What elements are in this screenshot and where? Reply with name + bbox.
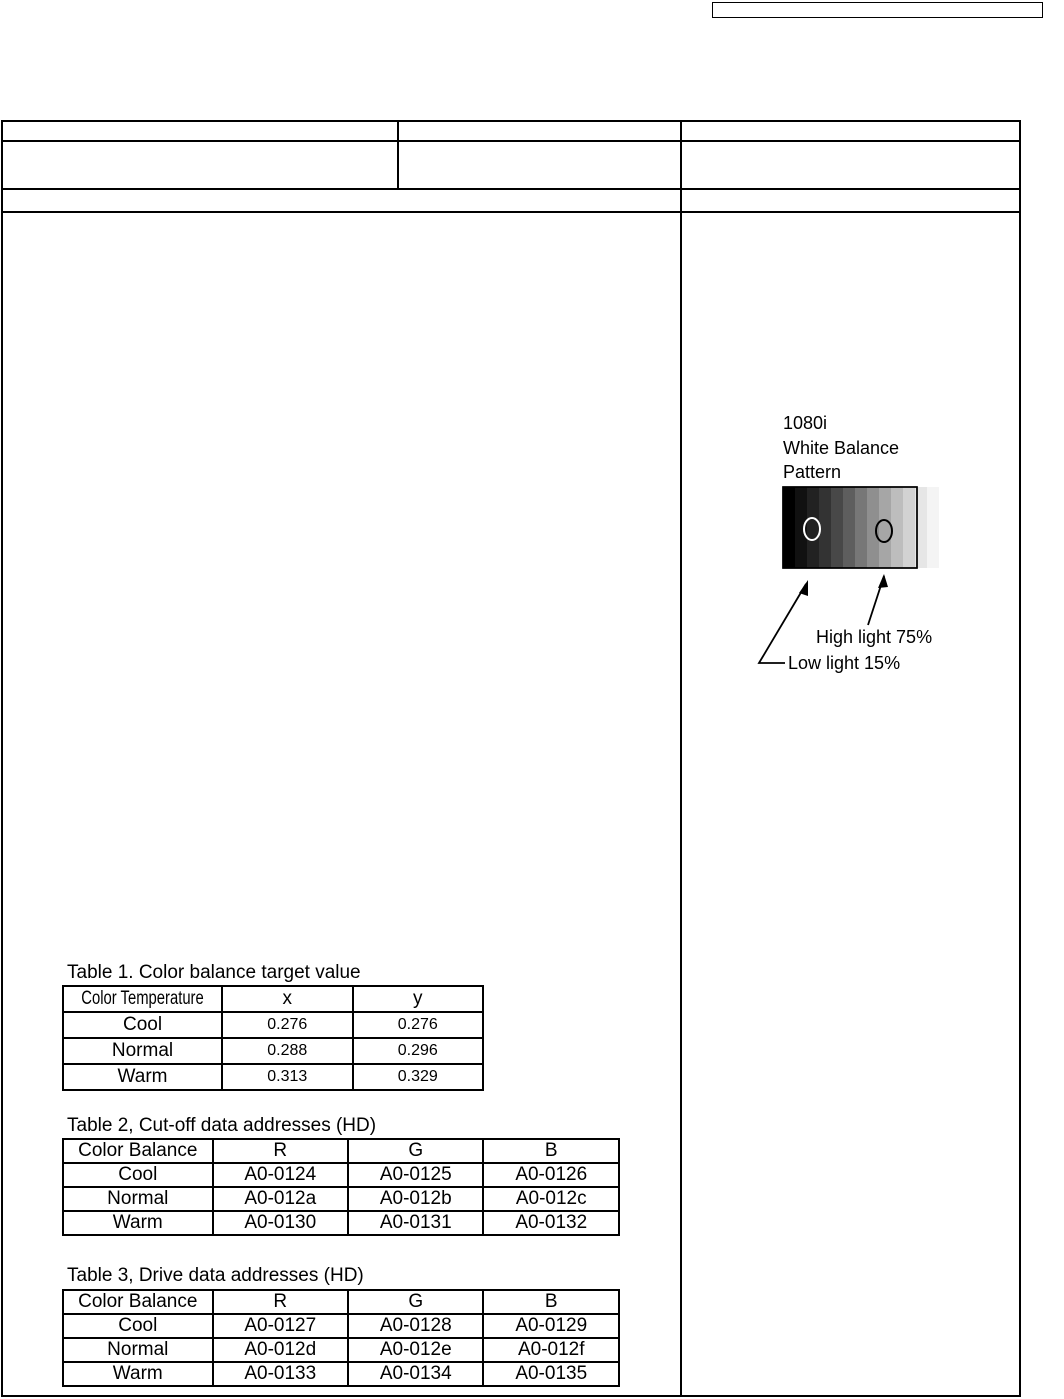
table-cell: A0-012f: [483, 1338, 619, 1362]
table-cell: 0.288: [222, 1038, 352, 1064]
table-cell: A0-0130: [213, 1211, 348, 1235]
high-light-arrowhead: [878, 574, 888, 588]
frame-row1-bottom: [1, 140, 1021, 142]
table1-title: Table 1. Color balance target value: [67, 962, 361, 983]
frame-right: [1019, 120, 1021, 1397]
table-cell: Warm: [63, 1064, 222, 1090]
table-cell: A0-012e: [348, 1338, 483, 1362]
table-cell: 0.276: [353, 1012, 484, 1038]
table-cell: Cool: [63, 1314, 213, 1338]
table-cell: 0.313: [222, 1064, 352, 1090]
table-header-cell: B: [483, 1290, 619, 1314]
table-header-row: [63, 986, 483, 1012]
table-cell: A0-012b: [348, 1187, 483, 1211]
table-cell: A0-0124: [213, 1163, 348, 1187]
pattern-title-line-3: Pattern: [783, 462, 842, 482]
table-cell: Normal: [63, 1338, 213, 1362]
table-cell: A0-0134: [348, 1362, 483, 1386]
table-cell: A0-0131: [348, 1211, 483, 1235]
table-row: [63, 1211, 619, 1235]
table-cell: 0.296: [353, 1038, 484, 1064]
frame-top: [1, 120, 1021, 122]
table-cell: A0-0126: [483, 1163, 619, 1187]
table-cell: A0-0127: [213, 1314, 348, 1338]
table3-title: Table 3, Drive data addresses (HD): [67, 1265, 364, 1286]
table-row: [63, 1012, 483, 1038]
table-cell: A0-0129: [483, 1314, 619, 1338]
table-header-cell: Color Balance: [63, 1290, 213, 1314]
table-row: [63, 1314, 619, 1338]
table-row: [63, 1038, 483, 1064]
table-cell: Warm: [63, 1362, 213, 1386]
table-header-cell: Color Balance: [63, 1139, 213, 1163]
table-cell: A0-0125: [348, 1163, 483, 1187]
white-balance-pattern: [750, 480, 970, 680]
table-header-cell: R: [213, 1139, 348, 1163]
table-cell: A0-012c: [483, 1187, 619, 1211]
pattern-title-line-1: 1080i: [783, 413, 828, 433]
frame-col-divider-2: [680, 120, 682, 1397]
table-header-cell: G: [348, 1290, 483, 1314]
table-row: [63, 1064, 483, 1090]
table-row: [63, 1163, 619, 1187]
frame-row3-bottom: [1, 211, 1021, 213]
table-cell: A0-0135: [483, 1362, 619, 1386]
table-row: [63, 1362, 619, 1386]
table-cell: 0.276: [222, 1012, 352, 1038]
table-cell: A0-012a: [213, 1187, 348, 1211]
table-cell: Normal: [63, 1038, 222, 1064]
table-cell: 0.329: [353, 1064, 484, 1090]
table-cell: Cool: [63, 1012, 222, 1038]
table-header-cell: G: [348, 1139, 483, 1163]
table-header-cell: x: [222, 986, 352, 1012]
pattern-title: [783, 411, 899, 485]
table-header-row: [63, 1290, 619, 1314]
high-light-label: High light 75%: [816, 627, 933, 647]
table-header-cell: R: [213, 1290, 348, 1314]
table-cell: A0-012d: [213, 1338, 348, 1362]
table-header-cell: B: [483, 1139, 619, 1163]
header-box: [712, 2, 1043, 18]
low-light-arrow: [759, 584, 806, 663]
table2-title: Table 2, Cut-off data addresses (HD): [67, 1115, 377, 1136]
low-light-label: Low light 15%: [788, 653, 901, 673]
table-row: [63, 1187, 619, 1211]
table-cell: Cool: [63, 1163, 213, 1187]
drive-data-address-table: [62, 1289, 620, 1387]
cutoff-data-address-table: [62, 1138, 620, 1236]
table-row: [63, 1338, 619, 1362]
table-header-cell: Color Temperature: [63, 986, 222, 1012]
grayscale-ramp: [783, 487, 951, 568]
color-balance-target-table: [62, 985, 484, 1091]
table-cell: A0-0132: [483, 1211, 619, 1235]
table-cell: A0-0133: [213, 1362, 348, 1386]
frame-col-divider-1: [397, 120, 399, 190]
pattern-title-line-2: White Balance: [783, 437, 900, 458]
table-cell: A0-0128: [348, 1314, 483, 1338]
frame-bottom: [1, 1395, 1021, 1397]
table-cell: Normal: [63, 1187, 213, 1211]
table-header-cell: y: [353, 986, 484, 1012]
table-header-row: [63, 1139, 619, 1163]
table-cell: Warm: [63, 1211, 213, 1235]
frame-left: [1, 120, 3, 1397]
frame-row2-bottom: [1, 188, 1021, 190]
